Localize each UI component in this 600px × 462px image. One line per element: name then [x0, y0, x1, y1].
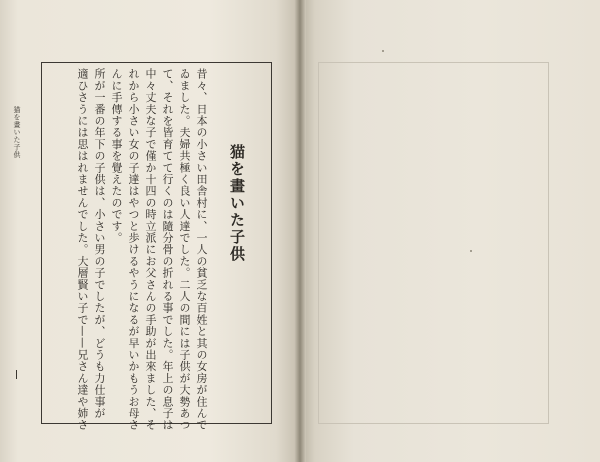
paper-speck [382, 50, 384, 52]
body-line-5: れから小さい女の子達はやつと歩けるやうになるが早いかもうお母さ [127, 68, 140, 431]
body-line-1: 昔々、日本の小さい田舎村に、一人の貧乏な百姓と其の女房が住んで [195, 68, 208, 431]
body-line-4: 中々丈夫な子で僅か十四の時立派にお父さんの手助が出來ました、そ [144, 68, 157, 431]
blank-page-frame [318, 62, 549, 424]
body-line-3: て、それを皆育てて行くのは隨分骨の折れる事でした。年上の息子は [161, 68, 174, 431]
book-gutter [294, 0, 306, 462]
body-line-7: 所が一番の年下の子供は、小さい男の子でしたが、どうも力仕事が [93, 68, 106, 419]
body-line-8: 適ひさうには思はれませんでした。大層賢い子で——兄さん達や姉さ [76, 68, 89, 431]
running-head: 猫を畫いた子供 [13, 106, 21, 159]
body-line-6: んに手傳する事を覺えたのです。 [110, 68, 123, 244]
chapter-title: 猫を畫いた子供 [228, 144, 246, 263]
page-folio-mark [16, 370, 17, 379]
body-line-2: ゐました。夫婦共極く良い人達でした。二人の間には子供が大勢あつ [178, 68, 191, 431]
